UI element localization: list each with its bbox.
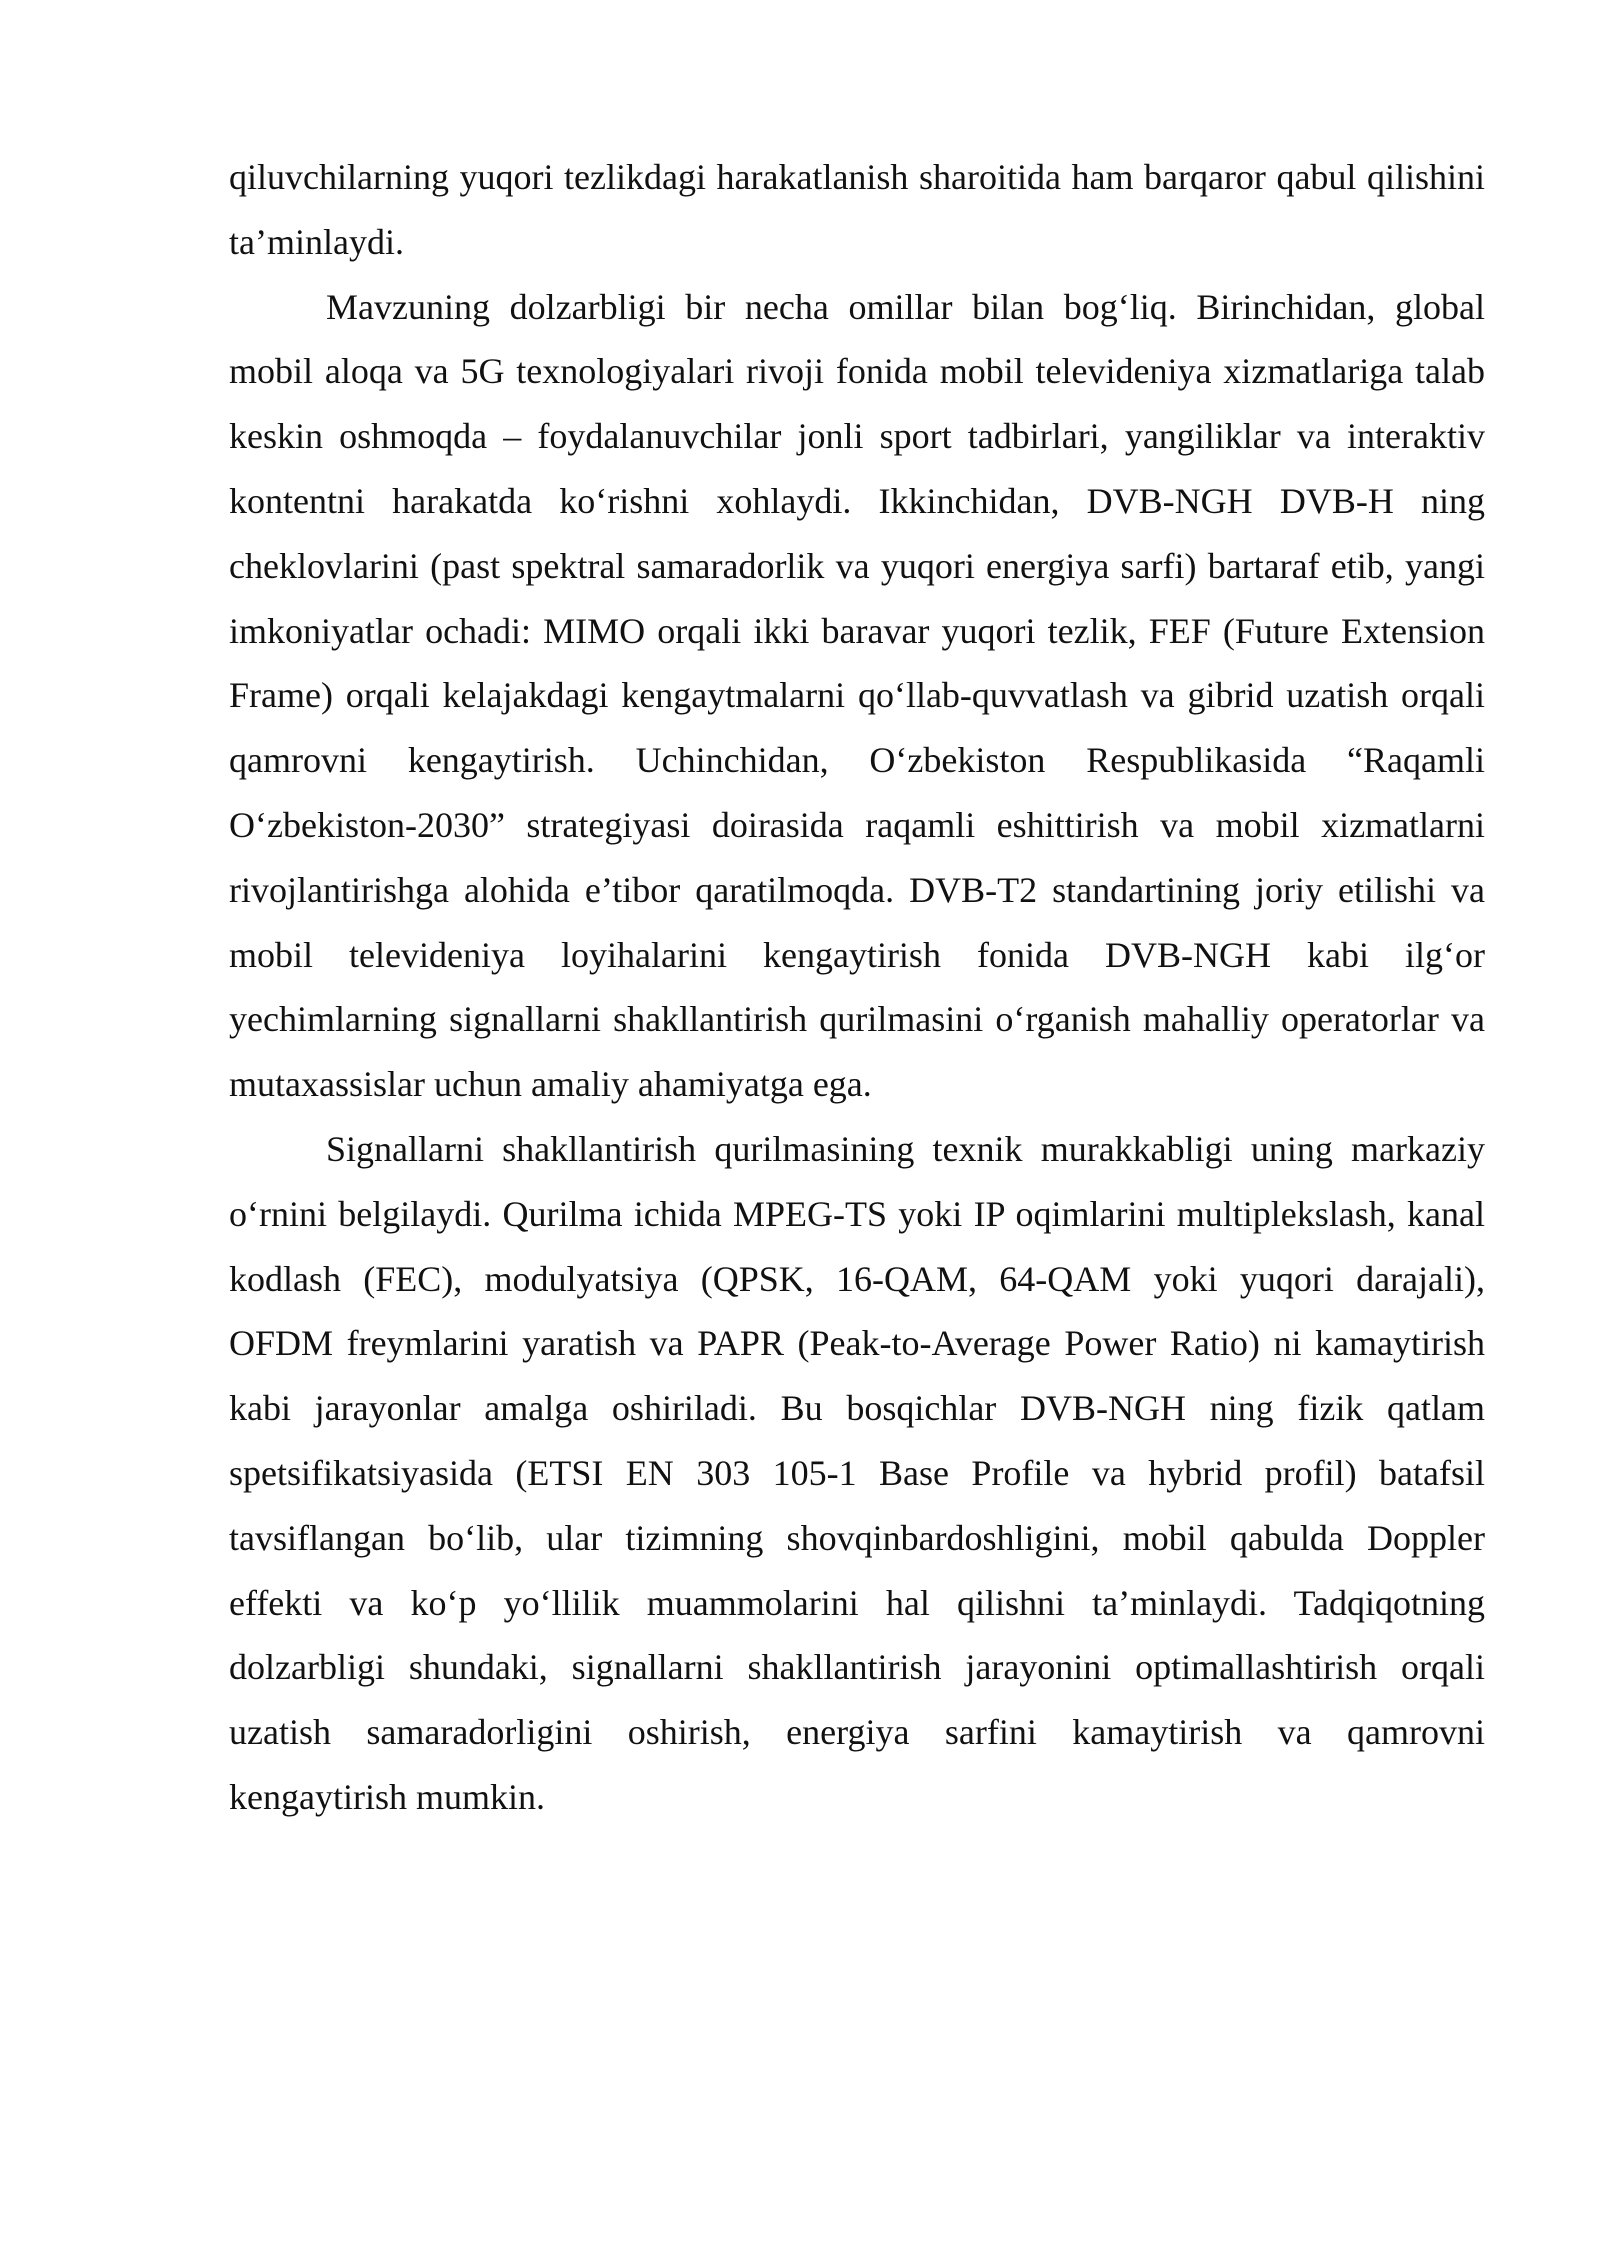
paragraph-signal-shaping: Signallarni shakllantirish qurilmasining texnik murakkabligi uning markaziy o‘rnini belgilaydi. Qurilma ichida MPEG-TS yoki IP oqimlarini multiplekslash, kanal kodlash (FEC), modulyatsiya (QPSK, 16-QAM, 64-QAM yoki yuqori darajali), OFDM freymlarini yaratish va PAPR (Peak-to-Average Power Ratio) ni kamaytirish kabi jarayonlar amalga oshiriladi. Bu bosqichlar DVB-NGH ning fizik qatlam spetsifikatsiyasida (ETSI EN 303 105-1 Base Profile va hybrid profil) batafsil tavsiflangan bo‘lib, ular tizimning shovqinbardoshligini, mobil qabulda Doppler effekti va ko‘p yo‘llilik muammolarini hal qilishni ta’minlaydi. Tadqiqotning dolzarbligi shundaki, signallarni shakllantirish jarayonini optimallashtirish orqali uzatish samaradorligini oshirish, energiya sarfini kamaytirish va qamrovni kengaytirish mumkin. [229, 1128, 1485, 1817]
document-body [229, 145, 1485, 1830]
paragraph-relevance: Mavzuning dolzarbligi bir necha omillar bilan bog‘liq. Birinchidan, global mobil aloqa va 5G texnologiyalari rivoji fonida mobil televideniya xizmatlariga talab keskin oshmoqda – foydalanuvchilar jonli sport tadbirlari, yangiliklar va interaktiv kontentni harakatda ko‘rishni xohlaydi. Ikkinchidan, DVB-NGH DVB-H ning cheklovlarini (past spektral samaradorlik va yuqori energiya sarfi) bartaraf etib, yangi imkoniyatlar ochadi: MIMO orqali ikki baravar yuqori tezlik, FEF (Future Extension Frame) orqali kelajakdagi kengaytmalarni qo‘llab-quvvatlash va gibrid uzatish orqali qamrovni kengaytirish. Uchinchidan, O‘zbekiston Respublikasida “Raqamli O‘zbekiston-2030” strategiyasi doirasida raqamli eshittirish va mobil xizmatlarni rivojlantirishga alohida e’tibor qaratilmoqda. DVB-T2 standartining joriy etilishi va mobil televideniya loyihalarini kengaytirish fonida DVB-NGH kabi ilg‘or yechimlarning signallarni shakllantirish qurilmasini o‘rganish mahalliy operatorlar va mutaxassislar uchun amaliy ahamiyatga ega. [229, 286, 1485, 1105]
paragraph-continuation: qiluvchilarning yuqori tezlikdagi harakatlanish sharoitida ham barqaror qabul qilishini ta’minlaydi. [229, 157, 1485, 262]
